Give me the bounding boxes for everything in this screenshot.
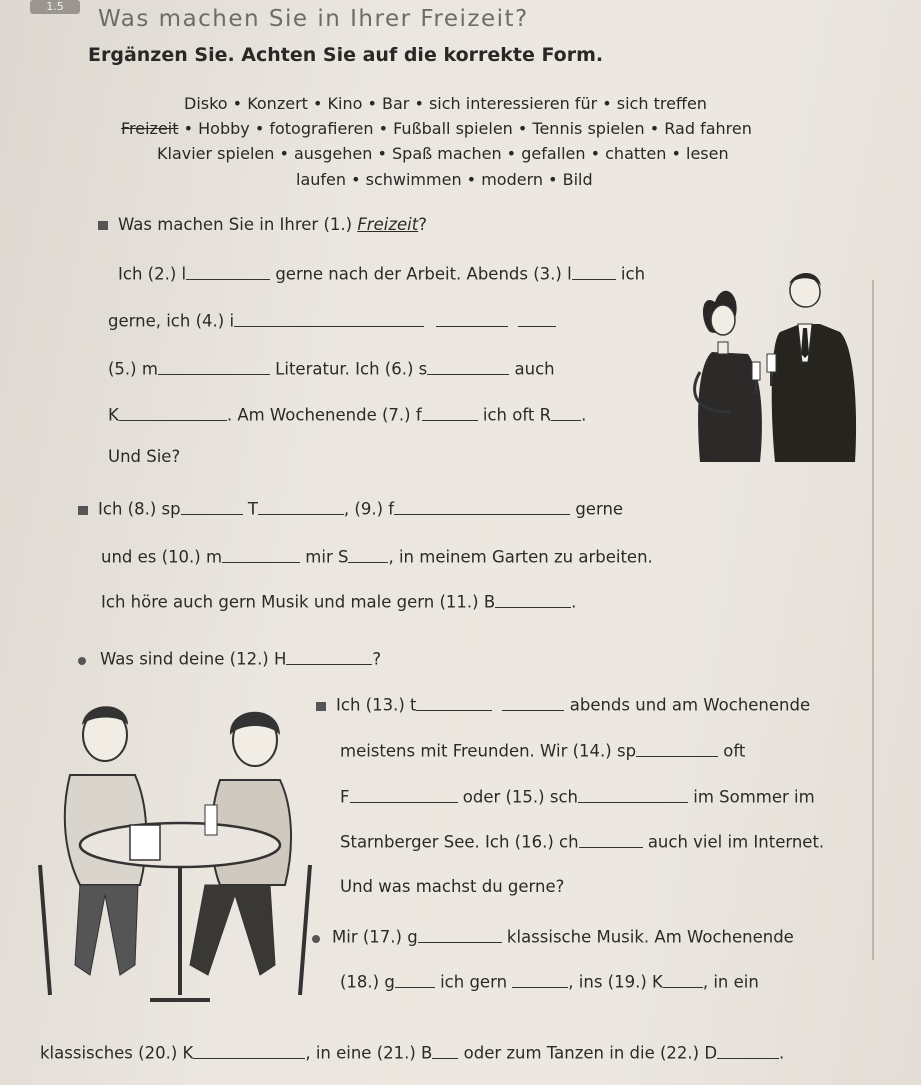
answer-blank-3[interactable] <box>572 262 616 280</box>
line-text: gerne <box>570 499 624 519</box>
answer-blank-17[interactable] <box>418 925 502 943</box>
answer-blank-15[interactable] <box>578 785 688 803</box>
dialog3-question <box>78 647 381 669</box>
line-text: gerne nach der Arbeit. Abends (3.) l <box>270 264 572 284</box>
answer-blank-s[interactable] <box>348 545 388 563</box>
answer-blank-13[interactable] <box>416 693 492 711</box>
dialog3-b-line-2 <box>340 970 759 992</box>
answer-freizeit: Freizeit <box>357 215 419 234</box>
exercise-instruction: Ergänzen Sie. Achten Sie auf die korrekte Form. <box>88 44 604 66</box>
answer-blank-16[interactable] <box>579 830 643 848</box>
answer-blank-4[interactable] <box>234 309 424 327</box>
line-text: . Am Wochenende (7.) f <box>226 405 422 425</box>
dialog1-line-3 <box>108 357 555 379</box>
line-text: im Sommer im <box>687 787 815 807</box>
line-text: . <box>581 405 587 425</box>
dialog3-answer-3 <box>340 785 815 807</box>
answer-blank-9[interactable] <box>394 497 570 515</box>
woman-figure <box>695 291 762 462</box>
answer-blank-r[interactable] <box>551 403 581 421</box>
answer-blank-12[interactable] <box>286 647 372 665</box>
line-text: K <box>108 405 119 425</box>
line-text: . <box>779 1043 785 1063</box>
answer-blank-7[interactable] <box>422 403 478 421</box>
line-text: Ich (13.) t <box>336 695 417 715</box>
answer-blank-k[interactable] <box>119 403 227 421</box>
line-text: Was sind deine (12.) H <box>100 649 287 669</box>
dialog3-b-line-3 <box>40 1041 784 1063</box>
dialog2-line-2 <box>101 545 653 567</box>
line-text: abends und am Wochenende <box>564 695 811 715</box>
answer-blank-2[interactable] <box>186 262 270 280</box>
line-text: klassisches (20.) K <box>40 1043 194 1063</box>
answer-blank-10[interactable] <box>222 545 300 563</box>
exercise-number-badge: 1.5 <box>30 0 80 14</box>
dialog1-line-5: Und Sie? <box>108 447 181 466</box>
line-text: . <box>571 592 577 612</box>
line-text: klassische Musik. Am Wochenende <box>501 927 794 947</box>
line-text: mir S <box>300 547 349 567</box>
answer-blank-13b[interactable] <box>502 693 564 711</box>
dialog3-answer-2 <box>340 739 745 761</box>
question-text: Was machen Sie in Ihrer (1.) <box>118 215 358 234</box>
answer-blank-18b[interactable] <box>512 970 568 988</box>
answer-blank-14[interactable] <box>636 739 718 757</box>
answer-blank-8[interactable] <box>181 497 243 515</box>
exercise-title: Was machen Sie in Ihrer Freizeit? <box>98 6 529 32</box>
line-text: Literatur. Ich (6.) s <box>269 359 428 379</box>
answer-blank-18[interactable] <box>395 970 435 988</box>
dialog1-line-4 <box>108 403 586 425</box>
dialog1-line-2 <box>108 309 556 331</box>
dialog3-b-line-1 <box>312 925 794 947</box>
answer-blank-20[interactable] <box>193 1041 305 1059</box>
line-text: meistens mit Freunden. Wir (14.) sp <box>340 741 637 761</box>
word-bank-row-4: laufen • schwimmen • modern • Bild <box>296 170 593 189</box>
speaker-bullet <box>78 506 88 515</box>
line-text: , ins (19.) K <box>568 972 663 992</box>
answer-blank-4c[interactable] <box>518 309 556 327</box>
line-text: , in eine (21.) B <box>305 1043 433 1063</box>
answer-blank-22[interactable] <box>717 1041 779 1059</box>
answer-blank-t[interactable] <box>258 497 344 515</box>
line-text: oft <box>718 741 746 761</box>
line-text: Ich (2.) l <box>118 264 187 284</box>
speaker-bullet <box>78 657 86 665</box>
line-text: , in ein <box>702 972 759 992</box>
dialog3-answer-4 <box>340 830 824 852</box>
line-text: F <box>340 787 350 807</box>
answer-blank-4b[interactable] <box>436 309 508 327</box>
line-text: ? <box>372 649 382 669</box>
line-text: auch <box>509 359 555 379</box>
line-text: gerne, ich (4.) i <box>108 311 235 331</box>
line-text: und es (10.) m <box>101 547 223 567</box>
page-edge-line <box>872 280 874 960</box>
line-text: oder zum Tanzen in die (22.) D <box>458 1043 718 1063</box>
line-text: auch viel im Internet. <box>642 832 825 852</box>
dialog3-answer-5: Und was machst du gerne? <box>340 877 565 896</box>
dialog1-question <box>98 215 427 234</box>
friends-at-table-illustration <box>30 695 320 1015</box>
line-text: ich oft R <box>477 405 552 425</box>
line-text: Ich höre auch gern Musik und male gern (11.) B <box>101 592 496 612</box>
question-end: ? <box>418 215 427 234</box>
line-text: Ich (8.) sp <box>98 499 181 519</box>
couple-toasting-illustration <box>670 262 860 462</box>
word-bank-row-3: Klavier spielen • ausgehen • Spaß machen • gefallen • chatten • lesen <box>157 144 729 163</box>
line-text: , (9.) f <box>343 499 395 519</box>
line-text: oder (15.) sch <box>457 787 578 807</box>
answer-blank-19[interactable] <box>663 970 703 988</box>
line-text: , in meinem Garten zu arbeiten. <box>388 547 653 567</box>
answer-blank-11[interactable] <box>495 590 571 608</box>
dialog2-line-1 <box>78 497 623 519</box>
line-text: Mir (17.) g <box>332 927 418 947</box>
word-bank-row-2-text: • Hobby • fotografieren • Fußball spielen • Tennis spielen • Rad fahren <box>178 119 752 138</box>
word-bank-row-2 <box>121 119 752 138</box>
line-text: T <box>242 499 258 519</box>
line-text: ich <box>615 264 646 284</box>
answer-blank-5[interactable] <box>158 357 270 375</box>
answer-blank-21[interactable] <box>432 1041 458 1059</box>
line-text: Starnberger See. Ich (16.) ch <box>340 832 579 852</box>
answer-blank-f[interactable] <box>350 785 458 803</box>
dialog3-answer-1 <box>316 693 810 715</box>
speaker-bullet <box>98 221 108 230</box>
line-text: (5.) m <box>108 359 158 379</box>
answer-blank-6[interactable] <box>427 357 509 375</box>
dialog2-line-3 <box>101 590 576 612</box>
man-figure <box>767 273 856 462</box>
word-bank-row-1: Disko • Konzert • Kino • Bar • sich interessieren für • sich treffen <box>184 94 707 113</box>
struck-word: Freizeit <box>121 119 179 138</box>
line-text: (18.) g <box>340 972 395 992</box>
line-text: ich gern <box>434 972 513 992</box>
dialog1-line-1 <box>118 262 645 284</box>
